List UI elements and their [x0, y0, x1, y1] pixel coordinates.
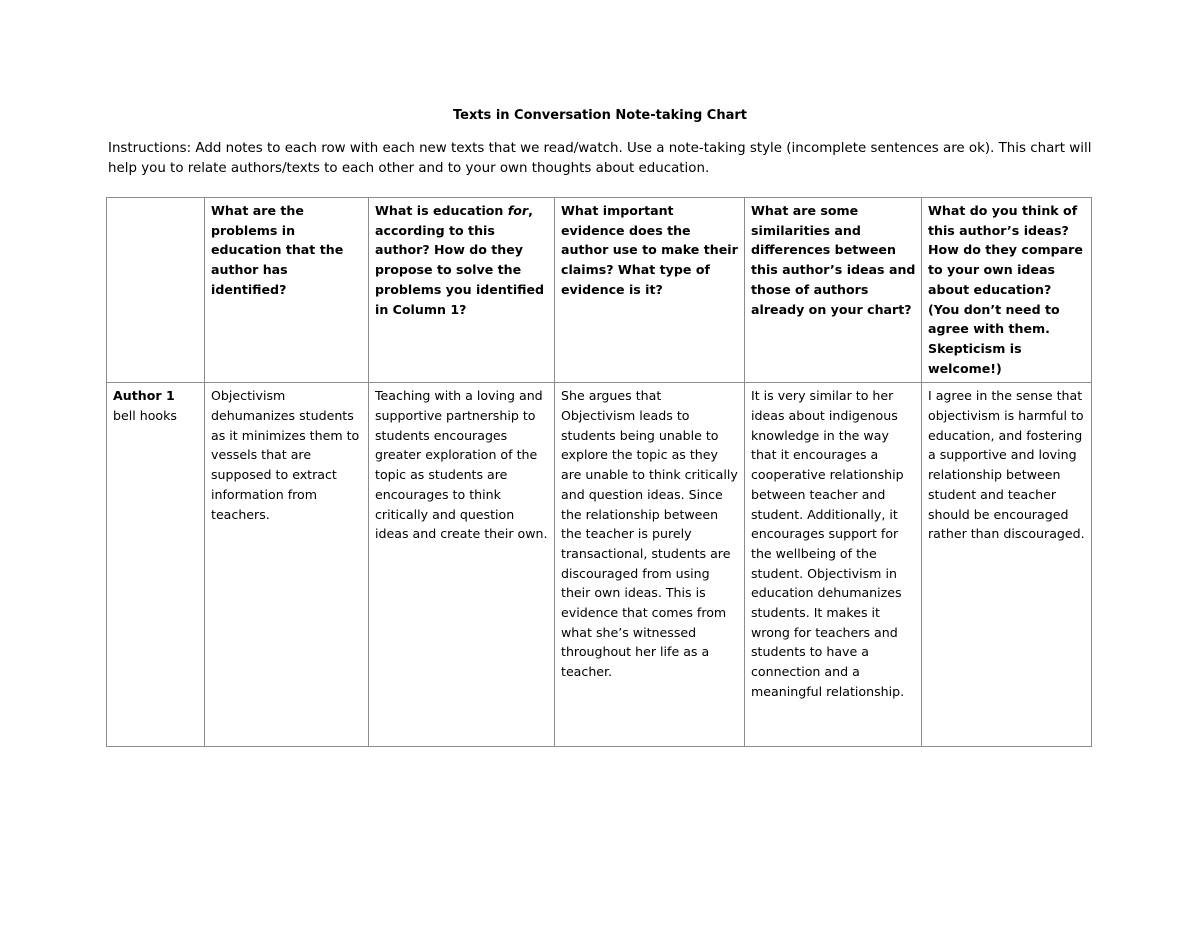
cell-text: Objectivism dehumanizes students as it minimizes them to vessels that are supposed to extract information from teachers. — [211, 388, 360, 522]
row-author: bell hooks — [113, 408, 177, 424]
cell-text: It is very similar to her ideas about indigenous knowledge in the way that it encourages a cooperative relationship between teacher and student. Additionally, it encourages support for the wellbeing of the student. Objectivism in education dehumanizes students. It makes it wrong for teachers and students to have a connection and a meaningful relationship. — [751, 388, 905, 699]
header-text-italic: for — [507, 203, 529, 218]
cell-text: I agree in the sense that objectivism is harmful to education, and fostering a supportive and loving relationship between student and teacher should be encouraged rather than discouraged. — [928, 388, 1085, 542]
header-cell-education-for — [369, 198, 555, 383]
table-cell — [205, 383, 369, 747]
note-taking-chart — [106, 197, 1092, 747]
instructions-text: Instructions: Add notes to each row with each new texts that we read/watch. Use a note-taking style (incomplete sentences are ok). This chart will help you to relate authors/texts to each other and to your own thoughts about education. — [108, 141, 1092, 176]
table-cell — [369, 383, 555, 747]
cell-text: She argues that Objectivism leads to students being unable to explore the topic as they are unable to think critically and question ideas. Since the relationship between the teacher is purely transactional, students are discouraged from using their own ideas. This is evidence that comes from what she’s witnessed throughout her life as a teacher. — [561, 388, 738, 680]
header-cell-similarities: What are some similarities and differences between this author’s ideas and those of authors already on your chart? — [745, 198, 922, 383]
row-label-cell — [107, 383, 205, 747]
header-row — [107, 198, 1092, 383]
header-cell-evidence: What important evidence does the author use to make their claims? What type of evidence is it? — [555, 198, 745, 383]
table-cell — [922, 383, 1092, 747]
header-cell-your-thoughts: What do you think of this author’s ideas? How do they compare to your own ideas about education? (You don’t need to agree with them. Skepticism is welcome!) — [922, 198, 1092, 383]
cell-text: Teaching with a loving and supportive partnership to students encourages greater exploration of the topic as students are encourages to think critically and question ideas and create their own. — [375, 388, 548, 542]
table-cell — [555, 383, 745, 747]
header-text-part: What is education — [375, 203, 508, 218]
header-cell-problems: What are the problems in education that the author has identified? — [205, 198, 369, 383]
header-cell-empty — [107, 198, 205, 383]
document-title: Texts in Conversation Note-taking Chart — [453, 108, 747, 123]
header-text-part: , according to this author? How do they propose to solve the problems you identified in Column 1? — [375, 203, 545, 317]
table-cell — [745, 383, 922, 747]
table-row — [107, 383, 1092, 747]
row-label: Author 1 — [113, 388, 175, 404]
